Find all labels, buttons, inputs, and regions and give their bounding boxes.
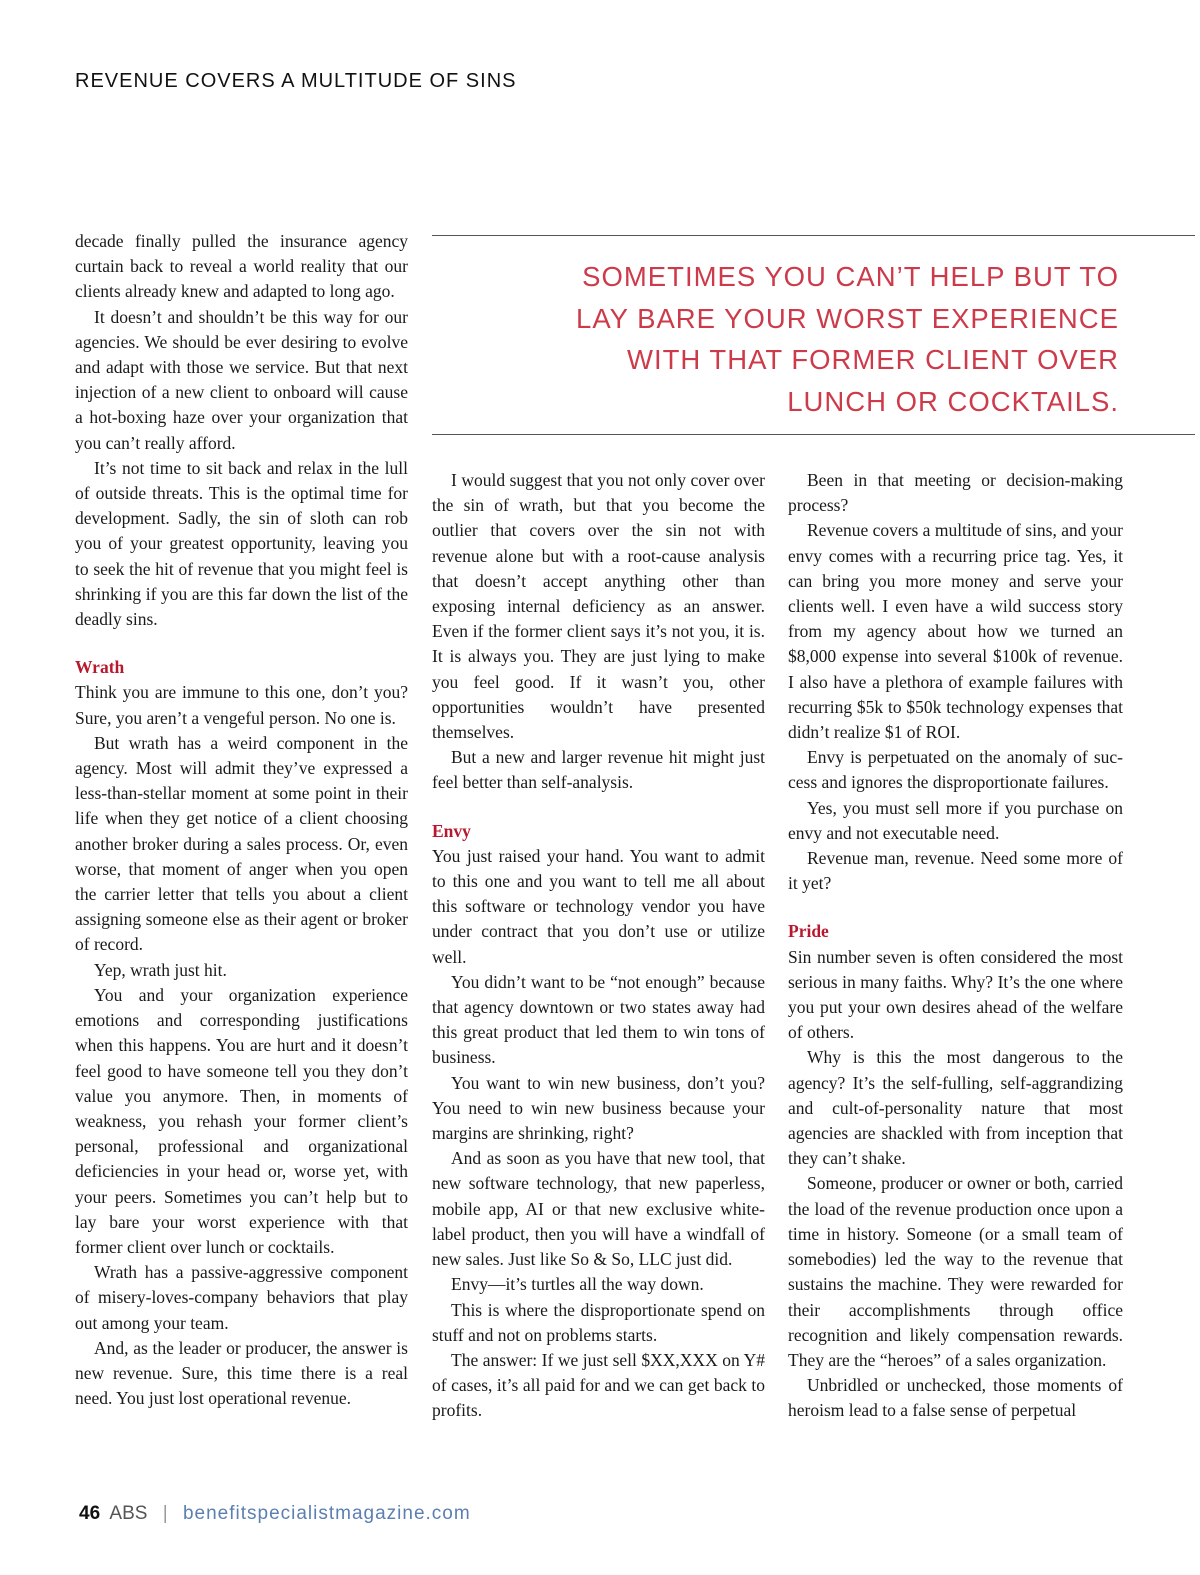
paragraph: Revenue man, revenue. Need some more of it yet?	[788, 848, 1123, 894]
paragraph: You just raised your hand. You want to admit to this one and you want to tell me all about this software or technology vendor you have under contract that you don’t use or utilize well.	[432, 845, 765, 967]
paragraph: Sin number seven is often considered the most serious in many faiths. Why? It’s the one where you put your own desires ahead of the welfare of others.	[788, 946, 1123, 1043]
pull-quote	[432, 235, 1195, 435]
paragraph: Been in that meeting or decision-making process?	[788, 470, 1123, 516]
paragraph: And as soon as you have that new tool, that new software technology, that new paperless, mobile app, AI or that new exclusive white-label product, then you will have a windfall of new sales. Just like So & So, LLC just did.	[432, 1148, 765, 1270]
paragraph: Why is this the most dangerous to the agency? It’s the self-fulling, self-aggrandizing and cult-of-personality nature that most agencies are shackled with from inception that they can’t shake.	[788, 1047, 1123, 1169]
body-column-1	[75, 229, 408, 1411]
paragraph: But a new and larger revenue hit might just feel better than self-analysis.	[432, 747, 765, 793]
body-column-3	[788, 468, 1123, 1424]
paragraph: Someone, producer or owner or both, carried the load of the revenue production once upon a time in history. Someone (or a small team of somebodies) led the way to the revenue that sustains the machine. They were rewarded for their accomplishments through office recognition and likely compensation rewards. They are the “heroes” of a sales organization.	[788, 1173, 1123, 1370]
paragraph: It doesn’t and shouldn’t be this way for our agencies. We should be ever desiring to evolve and adapt with those we service. But that next injection of a new client to onboard will cause a hot-boxing haze over your organization that you can’t really afford.	[75, 306, 408, 453]
paragraph: And, as the leader or producer, the answer is new revenue. Sure, this time there is a real need. You just lost operational revenue.	[75, 1337, 408, 1409]
paragraph: Envy—it’s turtles all the way down.	[451, 1274, 704, 1295]
section-heading-pride: Pride	[788, 921, 829, 942]
paragraph: The answer: If we just sell $XX,XXX on Y# of cases, it’s all paid for and we can get back to profits.	[432, 1349, 765, 1421]
body-column-2	[432, 468, 765, 1424]
paragraph: You and your organization experience emotions and corresponding justifications when this happens. You are hurt and it doesn’t feel good to have someone tell you they don’t value you anymore. Then, in moments of weakness, you rehash your former client’s personal, professional and organizational deficiencies in your head or, worse yet, with your peers. Sometimes you can’t help but to lay bare your worst experience with that former client over lunch or cocktails.	[75, 984, 408, 1257]
paragraph: Envy is perpetuated on the anomaly of success and ignores the disproportionate failures.	[788, 747, 1123, 793]
paragraph: Wrath has a passive-aggressive component of misery-loves-company behaviors that play out among your team.	[75, 1262, 408, 1333]
paragraph: Yes, you must sell more if you purchase on envy and not executable need.	[788, 797, 1123, 843]
website-url: benefitspecialistmagazine.com	[182, 1503, 471, 1524]
pull-quote-text	[576, 256, 1119, 422]
paragraph: Think you are immune to this one, don’t you? Sure, you aren’t a vengeful person. No one is.	[75, 682, 408, 728]
paragraph: It’s not time to sit back and relax in the lull of outside threats. This is the optimal time for development. Sadly, the sin of sloth can rob you of your greatest opportunity, leaving you to seek the hit of revenue that you might feel is shrinking if you are this far down the list of the deadly sins.	[75, 457, 408, 630]
page-footer	[79, 1503, 471, 1525]
paragraph: This is where the disproportionate spend on stuff and not on problems starts.	[432, 1299, 765, 1345]
pull-quote-line: SOMETIMES YOU CAN’T HELP BUT TO	[582, 261, 1119, 292]
pull-quote-line: WITH THAT FORMER CLIENT OVER	[627, 344, 1119, 375]
footer-separator: |	[162, 1503, 168, 1524]
pull-quote-line: LUNCH OR COCKTAILS.	[787, 385, 1119, 417]
paragraph: You want to win new business, don’t you? You need to win new business because your margins are shrinking, right?	[432, 1072, 765, 1144]
section-heading-envy: Envy	[432, 820, 471, 841]
running-title: REVENUE COVERS A MULTITUDE OF SINS	[75, 70, 517, 92]
paragraph: You didn’t want to be “not enough” because that agency downtown or two states away had this great product that led them to win tons of business.	[432, 971, 765, 1068]
magazine-name: ABS	[109, 1503, 148, 1524]
paragraph: I would suggest that you not only cover over the sin of wrath, but that you become the outlier that covers over the sin not with revenue alone but with a root-cause analysis that doesn’t accept anything other than exposing internal deficiency as an answer. Even if the former client says it’s not you, it is. It is always you. They are just lying to make you feel good. If it wasn’t you, other opportunities wouldn’t have presented themselves.	[432, 470, 765, 743]
section-heading-wrath: Wrath	[75, 657, 125, 678]
paragraph: But wrath has a weird component in the agency. Most will admit they’ve expressed a less-than-stellar moment at some point in their life when they get notice of a client choosing another broker during a sales process. Or, even worse, that moment of anger when you open the carrier letter that tells you about a client assigning someone else as their agent or broker of record.	[75, 732, 408, 955]
page-number: 46	[79, 1503, 101, 1524]
paragraph: Unbridled or unchecked, those moments of heroism lead to a false sense of perpetual	[788, 1375, 1123, 1421]
paragraph: decade finally pulled the insurance agency curtain back to reveal a world reality that our clients already knew and adapted to long ago.	[75, 231, 408, 302]
paragraph: Revenue covers a multitude of sins, and your envy comes with a recurring price tag. Yes, it can bring you more money and serve your clients well. I even have a wild success story from my agency about how we turned an $8,000 expense into several $100k of revenue. I also have a plethora of example failures with recurring $5k to $50k technology expenses that didn’t realize $1 of ROI.	[788, 520, 1123, 743]
pull-quote-line: LAY BARE YOUR WORST EXPERIENCE	[576, 302, 1119, 334]
paragraph: Yep, wrath just hit.	[94, 959, 227, 980]
